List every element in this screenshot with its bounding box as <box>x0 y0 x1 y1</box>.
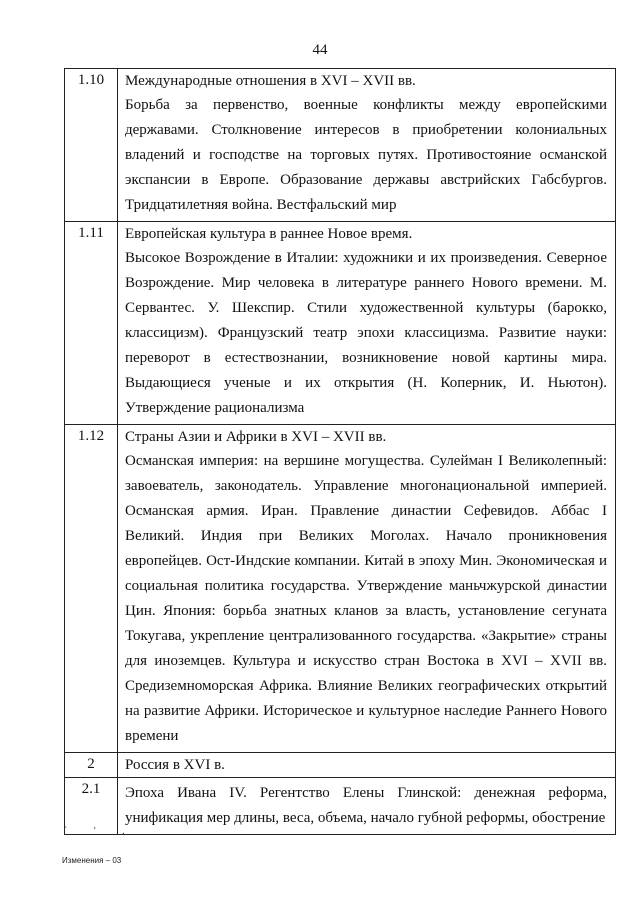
table-row <box>65 778 616 835</box>
row-title: Европейская культура в раннее Новое время. <box>125 226 413 242</box>
row-content <box>118 425 616 753</box>
row-content <box>118 753 616 778</box>
page-number: 44 <box>312 42 328 58</box>
row-content <box>118 222 616 425</box>
row-title: Международные отношения в XVI – XVII вв. <box>125 73 416 89</box>
footer-note: Изменения – 03 <box>62 856 122 865</box>
syllabus-table <box>64 68 616 835</box>
row-number: 1.11 <box>65 222 118 425</box>
scan-marks: ` ' . <box>64 826 137 837</box>
table-row <box>65 425 616 753</box>
table-row <box>65 222 616 425</box>
table-row <box>65 753 616 778</box>
row-number: 1.12 <box>65 425 118 753</box>
row-body: Борьба за первенство, военные конфликты между европейскими державами. Столкновение интересов в приобретении колониальных владений и господстве на торговых путях. Противостояние османской экспансии в Европе. Образование державы австрийских Габсбургов. Тридцатилетняя война. Вестфальский мир <box>125 97 607 213</box>
row-number: 2 <box>65 753 118 778</box>
row-number: 2.1 <box>65 778 118 835</box>
row-body: Эпоха Ивана IV. Регентство Елены Глинской: денежная реформа, унификация мер длины, веса, объема, начало губной реформы, обострение <box>125 785 607 826</box>
row-content <box>118 778 616 835</box>
row-number: 1.10 <box>65 69 118 222</box>
table-row <box>65 69 616 222</box>
row-content <box>118 69 616 222</box>
row-body: Высокое Возрождение в Италии: художники и их произведения. Северное Возрождение. Мир человека в литературе раннего Нового времени. М. Сервантес. У. Шекспир. Стили художественной культуры (барокко, классицизм). Французский театр эпохи классицизма. Развитие науки: переворот в естествознании, возникновение новой картины мира. Выдающиеся ученые и их открытия (Н. Коперник, И. Ньютон). Утверждение рационализма <box>125 250 607 416</box>
row-title: Россия в XVI в. <box>125 757 225 773</box>
row-body: Османская империя: на вершине могущества. Сулейман I Великолепный: завоеватель, законодатель. Управление многонациональной империей. Османская армия. Иран. Правление династии Сефевидов. Аббас I Великий. Индия при Великих Моголах. Начало проникновения европейцев. Ост-Индские компании. Китай в эпоху Мин. Экономическая и социальная политика государства. Утверждение маньчжурской династии Цин. Япония: борьба знатных кланов за власть, установление сегуната Токугава, укрепление централизованного государства. «Закрытие» страны для иноземцев. Культура и искусство стран Востока в XVI – XVII вв. Средиземноморская Африка. Влияние Великих географических открытий на развитие Африки. Историческое и культурное наследие Раннего Нового времени <box>125 453 607 744</box>
row-title: Страны Азии и Африки в XVI – XVII вв. <box>125 429 387 445</box>
